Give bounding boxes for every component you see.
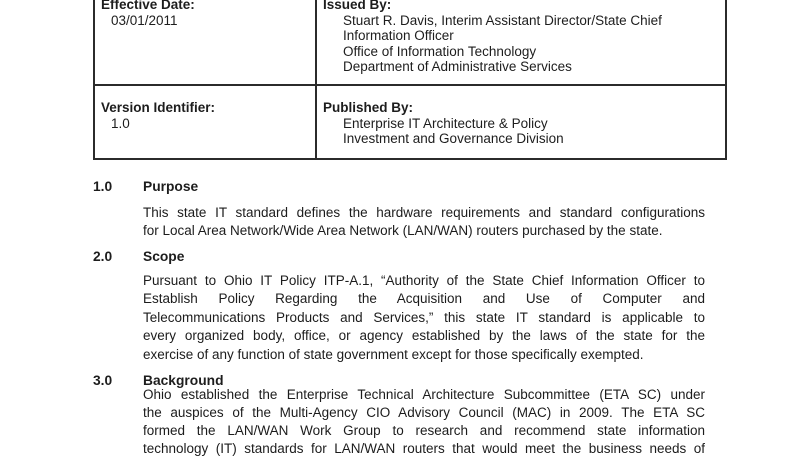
paragraph-line-clipped: technology (IT) standards for LAN/WAN routers that would meet the business needs of bbox=[143, 441, 705, 456]
version-identifier-cell bbox=[94, 85, 316, 159]
paragraph-line: Ohio established the Enterprise Technical Architecture Subcommittee (ETA SC) under bbox=[143, 387, 705, 402]
issued-by-cell bbox=[316, 0, 726, 85]
issued-by-label: Issued By: bbox=[323, 0, 392, 12]
issued-by-line: Office of Information Technology bbox=[343, 43, 537, 59]
section-background-paragraph bbox=[143, 386, 705, 458]
issued-by-line: Information Officer bbox=[343, 28, 454, 43]
effective-date-cell bbox=[94, 0, 316, 85]
paragraph-line: Pursuant to Ohio IT Policy ITP-A.1, “Authority of the State Chief Information Officer to bbox=[143, 273, 705, 288]
section-scope-paragraph bbox=[143, 272, 705, 364]
section-purpose-paragraph bbox=[143, 204, 705, 241]
section-heading-purpose bbox=[93, 179, 705, 194]
paragraph-line: every organized body, office, or agency established by the laws of the state for the bbox=[143, 328, 705, 344]
section-number: 3.0 bbox=[93, 373, 113, 388]
section-number: 2.0 bbox=[93, 249, 113, 264]
version-identifier-value: 1.0 bbox=[111, 115, 130, 131]
issued-by-line: Department of Administrative Services bbox=[343, 59, 572, 74]
paragraph-line: Telecommunications Products and Services,” this state IT standard is applicable to bbox=[143, 309, 705, 325]
table-row bbox=[94, 85, 726, 159]
document-info-table bbox=[93, 0, 727, 160]
table-row bbox=[94, 0, 726, 85]
published-by-cell bbox=[316, 85, 726, 159]
paragraph-line: formed the LAN/WAN Work Group to research and recommend state information bbox=[143, 423, 705, 438]
paragraph-line: for Local Area Network/Wide Area Network (LAN/WAN) routers purchased by the state. bbox=[143, 223, 663, 239]
published-by-line: Investment and Governance Division bbox=[343, 131, 564, 146]
published-by-label: Published By: bbox=[323, 100, 414, 115]
paragraph-line: the auspices of the Multi-Agency CIO Advisory Council (MAC) in 2009. The ETA SC bbox=[143, 405, 705, 420]
effective-date-value: 03/01/2011 bbox=[111, 12, 178, 28]
section-title: Background bbox=[143, 373, 224, 388]
section-title: Scope bbox=[143, 249, 185, 264]
paragraph-line: This state IT standard defines the hardware requirements and standard configurations bbox=[143, 205, 705, 220]
section-title: Purpose bbox=[143, 179, 199, 194]
published-by-line: Enterprise IT Architecture & Policy bbox=[343, 115, 548, 131]
paragraph-line: exercise of any function of state government except for those specifically exempted. bbox=[143, 346, 644, 362]
version-identifier-label: Version Identifier: bbox=[101, 100, 216, 115]
paragraph-line: Establish Policy Regarding the Acquisition and Use of Computer and bbox=[143, 291, 705, 307]
issued-by-line: Stuart R. Davis, Interim Assistant Director/State Chief bbox=[343, 12, 662, 28]
effective-date-label: Effective Date: bbox=[101, 0, 195, 12]
section-number: 1.0 bbox=[93, 179, 113, 194]
section-heading-scope bbox=[93, 249, 705, 264]
